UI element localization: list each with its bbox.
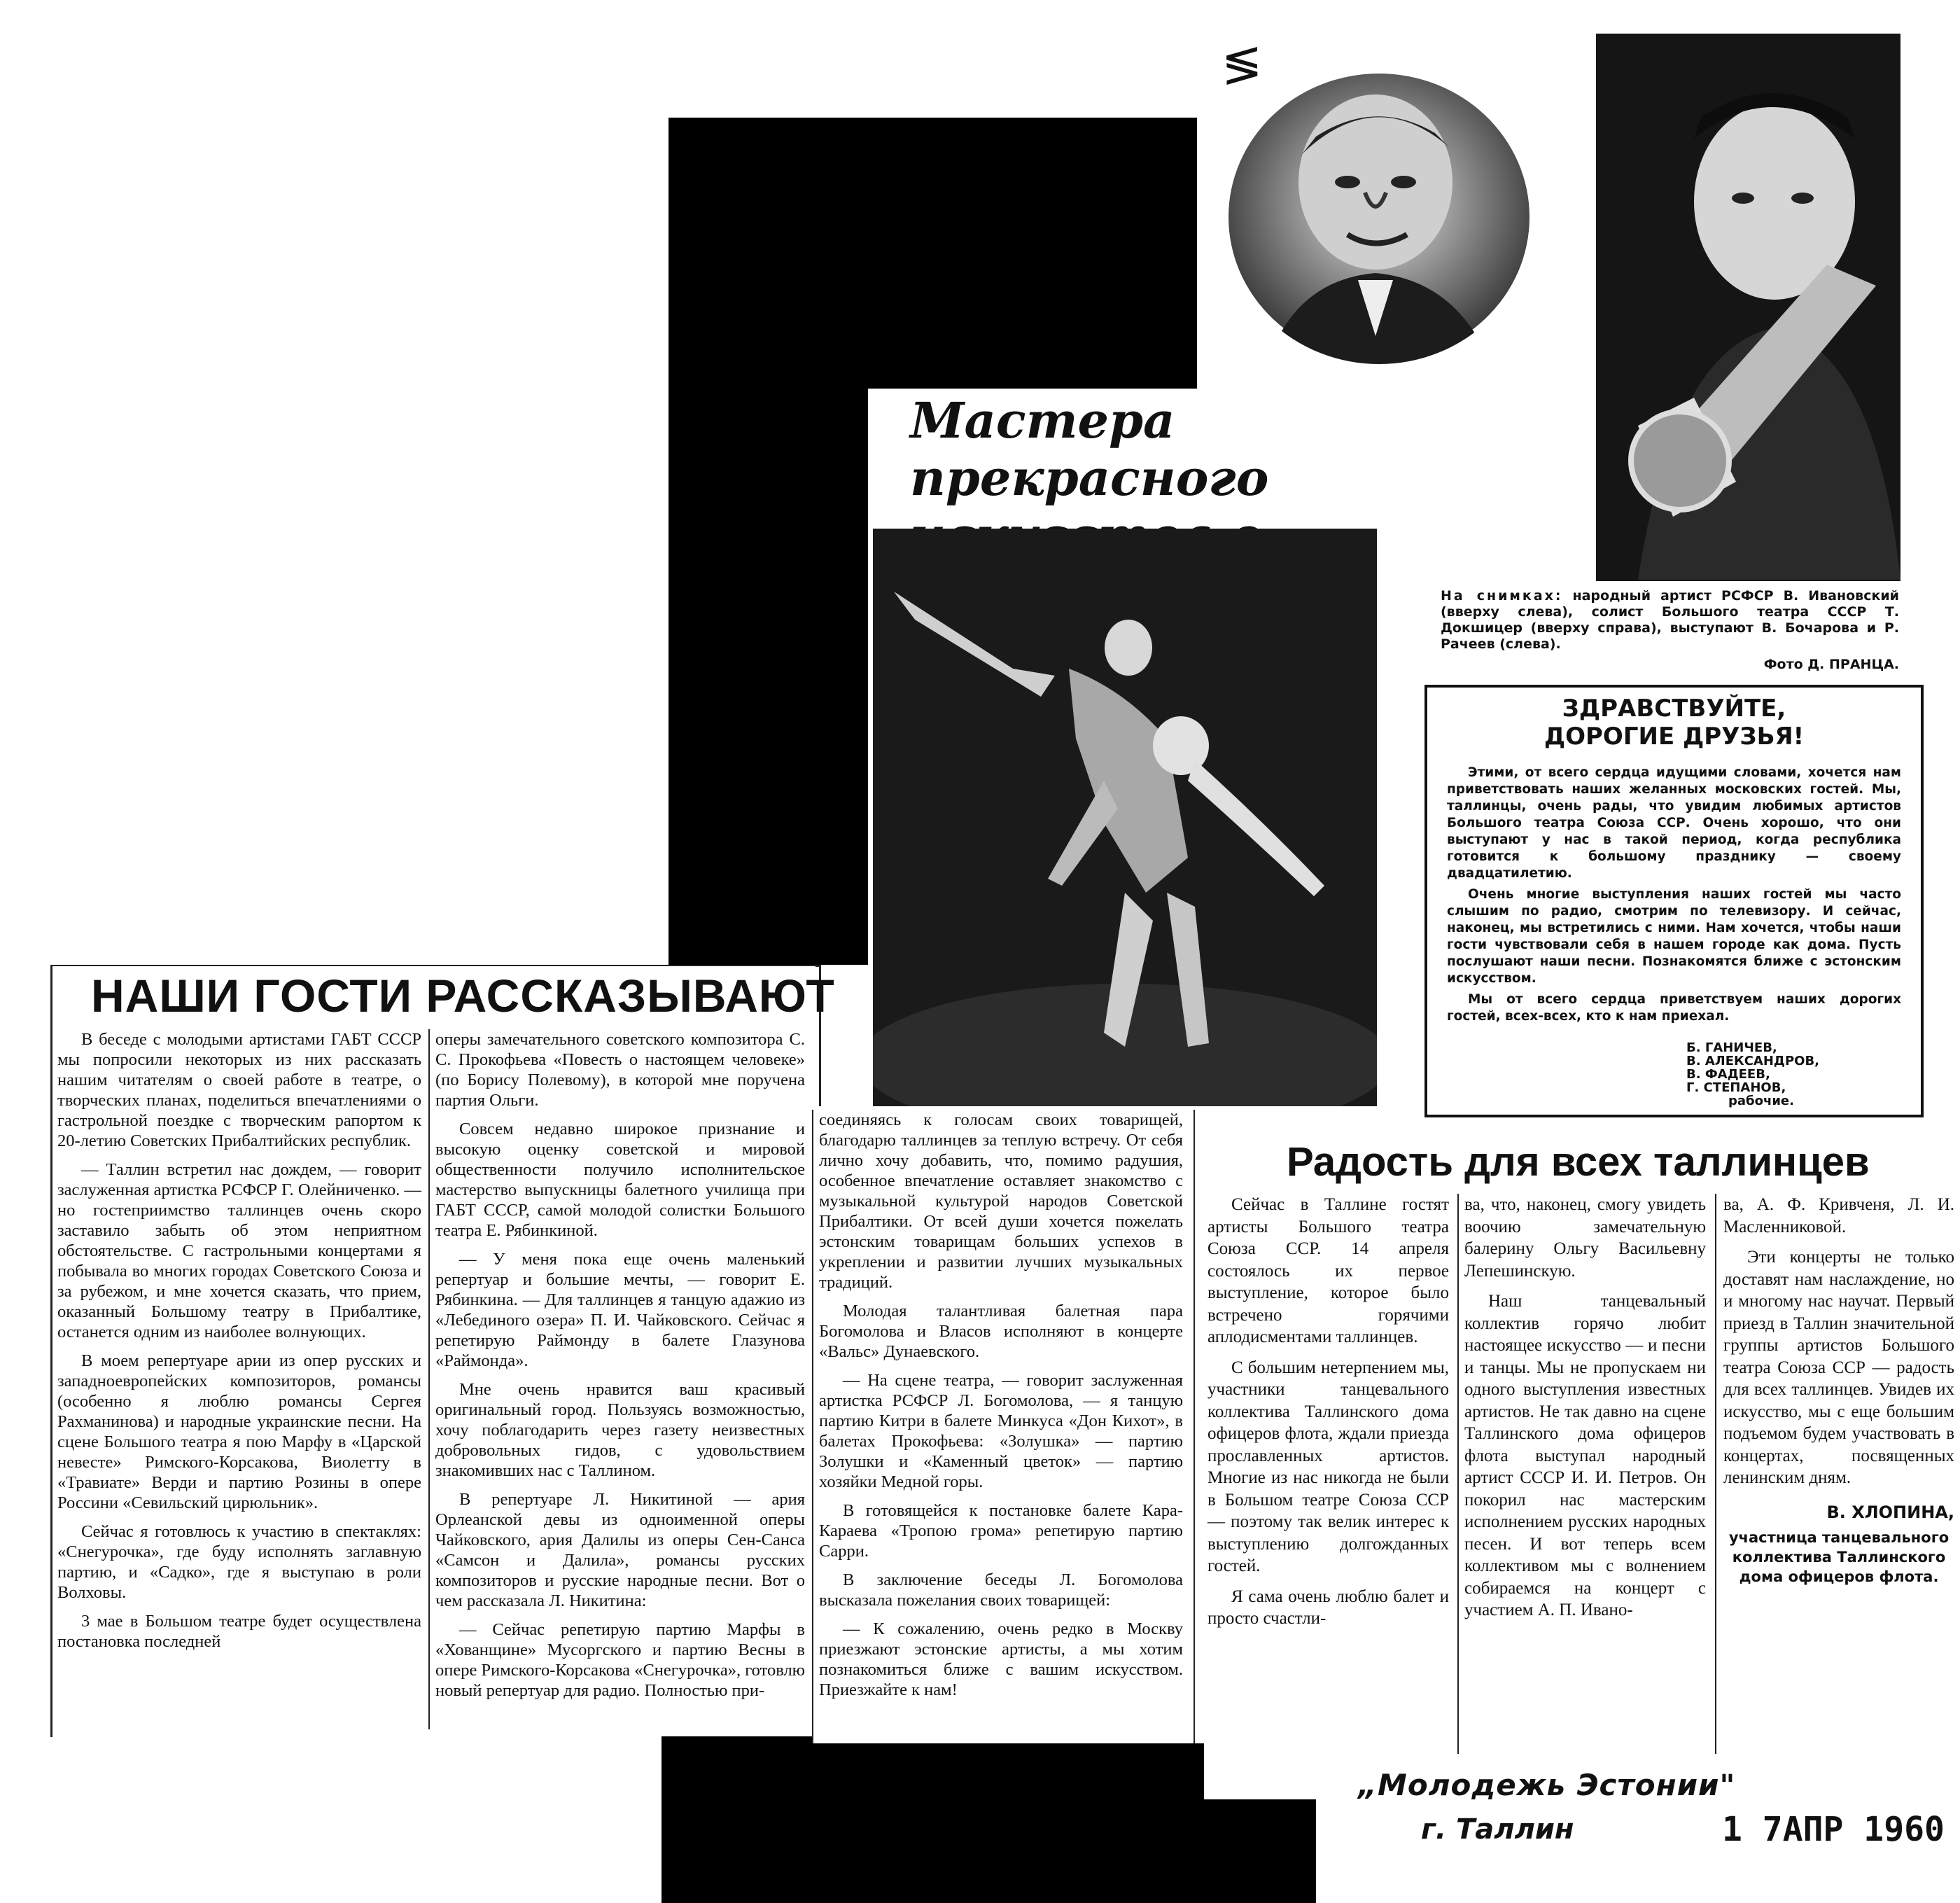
main-headline-line1: Мастера прекрасного xyxy=(910,391,1269,507)
article-paragraph: Эти концерты не только доставят нам наслаждение, но и многому нас научат. Первый приезд в Таллин значительной группы артистов Большого театра Союза ССР — радость для всех таллинцев. Увидев их искусство, мы с еще большим подъемом будем участвовать в концертах, посвященных ленинским дням. xyxy=(1723,1248,1954,1487)
greeting-title-line2: ДОРОГИЕ ДРУЗЬЯ! xyxy=(1544,723,1805,751)
trumpeter-photo xyxy=(1596,34,1900,581)
article-paragraph: В репертуаре Л. Никитиной — ария Орлеанской девы из одноименной оперы Чайковского, ария Далилы из оперы Сен-Санса «Самсон и Далила», романсы русских композиторов и русские народные песни. Вот о чем рассказала Л. Никитина: xyxy=(435,1490,805,1610)
article-paragraph: Сейчас я готовлюсь к участию в спектаклях: «Снегурочка», где буду исполнять заглавную партию, и «Садко», где я выступаю в роли Волховы. xyxy=(57,1522,421,1602)
joy-headline: Радость для всех таллинцев xyxy=(1287,1139,1870,1185)
signature-line: Г. СТЕПАНОВ, xyxy=(1686,1080,1786,1095)
ballet-photo xyxy=(873,529,1377,1106)
greeting-paragraph: Очень многие выступления наших гостей мы часто слышим по радио, смотрим по телевизору. И сейчас, наконец, мы встретились с ними. Нам хочется, чтобы наши гости чувствовали себя в нашем городе как дома. Пусть послушают наши песни. Познакомятся ближе с эстонским искусством. xyxy=(1447,887,1901,986)
photo-credit: Фото Д. ПРАНЦА. xyxy=(1763,657,1899,672)
signature-line: В. ФАДЕЕВ, xyxy=(1686,1067,1770,1082)
guests-col2 xyxy=(435,1029,805,1709)
greeting-signatures xyxy=(1686,1041,1819,1108)
article-paragraph: В готовящейся к постановке балете Кара-Караева «Тропою грома» репетирую партию Сарри. xyxy=(819,1501,1183,1561)
article-paragraph: В моем репертуаре арии из опер русских и западноевропейских композиторов, романсы (особенно я люблю романсы Сергея Рахманинова) и народные украинские песни. На сцене Большого театра я пою Марфу в «Царской невесте» Римского-Корсакова, Виолетту в «Травиате» Верди и партию Розины в опере Россини «Севильский цирюльник». xyxy=(57,1351,421,1512)
column-rule xyxy=(428,1029,430,1729)
column-rule xyxy=(1194,1110,1195,1743)
article-paragraph: — У меня пока еще очень маленький репертуар и большие мечты, — говорит Е. Рябинкина. — Для таллинцев я танцую адажио из «Лебединого озера» П. И. Чайковского. Сейчас я репетирую Раймонду в балете Глазунова «Раймонда». xyxy=(435,1250,805,1370)
signature-line: рабочие. xyxy=(1728,1094,1794,1108)
joy-signature-name: В. ХЛОПИНА, xyxy=(1826,1502,1954,1522)
column-rule xyxy=(1457,1194,1459,1754)
man-portrait-image xyxy=(1225,70,1533,364)
signature-line: В. АЛЕКСАНДРОВ, xyxy=(1686,1054,1820,1068)
article-paragraph: Сейчас в Таллине гостят артисты Большого театра Союза ССР. 14 апреля состоялось их первое выступление, которое было встречено горячими аплодисментами таллинцев. xyxy=(1208,1195,1449,1346)
greeting-body xyxy=(1427,751,1921,1025)
guests-col1 xyxy=(57,1029,421,1660)
stamp-city: г. Таллин xyxy=(1421,1813,1574,1846)
stamp-newspaper-name: „Молодежь Эстонии" xyxy=(1358,1768,1736,1802)
joy-col2 xyxy=(1464,1194,1706,1630)
article-paragraph: Совсем недавно широкое признание и высокую оценку советской и мировой общественности получило исполнительское мастерство выпускницы балетного училища при ГАБТ СССР, самой молодой солистки Большого театра Е. Рябинкиной. xyxy=(435,1120,805,1240)
article-paragraph: оперы замечательного советского композитора С. С. Прокофьева «Повесть о настоящем человеке» (по Борису Полевому), в которой мне поручена партия Ольги. xyxy=(435,1030,805,1110)
portrait-round-photo xyxy=(1225,70,1533,364)
greeting-title-line1: ЗДРАВСТВУЙТЕ, xyxy=(1562,695,1786,723)
greeting-box xyxy=(1424,685,1924,1117)
guests-col3 xyxy=(819,1110,1183,1708)
article-paragraph: С большим нетерпением мы, участники танцевального коллектива Таллинского дома офицеров флота, ждали приезда прославленных артистов. Многие из нас никогда не были в Большом театре Союза ССР — поэтому так велик интерес к выступлению долгожданных гостей. xyxy=(1208,1358,1449,1575)
photo-caption-text: народный артист РСФСР В. Ивановский (вверху слева), солист Большого театра СССР Т. Докшицер (вверху справа), выступают В. Бочарова и Р. Рачеев (слева). xyxy=(1441,588,1899,652)
greeting-paragraph: Мы от всего сердца приветствуем наших дорогих гостей, всех-всех, кто к нам приехал. xyxy=(1447,992,1901,1024)
joy-col1 xyxy=(1208,1194,1449,1638)
article-paragraph: В заключение беседы Л. Богомолова высказала пожелания своих товарищей: xyxy=(819,1570,1183,1610)
joy-col3 xyxy=(1723,1194,1954,1587)
signature-line: Б. ГАНИЧЕВ, xyxy=(1686,1040,1777,1055)
greeting-title xyxy=(1427,695,1921,751)
article-paragraph: — На сцене театра, — говорит заслуженная артистка РСФСР Л. Богомолова, — я танцую партию Китри в балете Минкуса «Дон Кихот», в балетах Прокофьева: «Золушка» — партию Золушки и «Каменный цветок» — партию хозяйки Медной горы. xyxy=(819,1371,1183,1491)
guests-headline: НАШИ ГОСТИ РАССКАЗЫВАЮТ xyxy=(91,970,835,1022)
article-paragraph: Мне очень нравится ваш красивый оригинальный город. Пользуясь возможностью, хочу поблагодарить через газету неизвестных добровольных гидов, с удовольствием знакомивших нас с Таллином. xyxy=(435,1380,805,1480)
article-paragraph: Я сама очень люблю балет и просто счастли- xyxy=(1208,1587,1449,1628)
joy-signature-role: участница танцевального коллектива Таллинского дома офицеров флота. xyxy=(1728,1529,1949,1585)
photo-caption xyxy=(1441,588,1899,673)
greeting-paragraph: Этими, от всего сердца идущими словами, хочется нам приветствовать наших желанных московских гостей. Мы, таллинцы, очень рады, что увидим любимых артистов Большого театра Союза ССР. Очень хорошо, что они выступают у нас в такой период, когда республика готовится к большому празднику — своему двадцатилетию. xyxy=(1447,765,1901,881)
article-paragraph: соединяясь к голосам своих товарищей, благодарю таллинцев за теплую встречу. От себя лично хочу добавить, что, помимо радушия, особенное впечатление оставляет знакомство с музыкальной культурой народов Советской Прибалтики. От всей души хочется пожелать эстонским товарищам больших успехов в укреплении и развитии лучших музыкальных традиций. xyxy=(819,1110,1183,1292)
margin-mark: ≶ xyxy=(1222,35,1263,92)
article-paragraph: В беседе с молодыми артистами ГАБТ СССР мы попросили некоторых из них рассказать нашим читателям о своей работе в театре, о творческих планах, поделиться впечатлениями о гастрольной поездке с творческим рапортом к 20-летию Советских Прибалтийских республик. xyxy=(57,1030,421,1150)
article-paragraph: Наш танцевальный коллектив горячо любит настоящее искусство — и песни и танцы. Мы не пропускаем ни одного выступления известных артистов. Не так давно на сцене Таллинского дома офицеров флота выступал народный артист СССР И. И. Петров. Он покорил нас мастерским исполнением русских народных песен. И вот теперь всем коллективом мы с волнением собираемся на концерт с участием А. П. Ивано- xyxy=(1464,1292,1706,1619)
ballet-dancers-image xyxy=(873,529,1377,1106)
column-rule xyxy=(1715,1194,1716,1754)
trumpeter-image xyxy=(1596,34,1900,581)
article-paragraph: Молодая талантливая балетная пара Богомолова и Власов исполняют в концерте «Вальс» Дунаевского. xyxy=(819,1302,1183,1361)
article-paragraph: 3 мае в Большом театре будет осуществлена постановка последней xyxy=(57,1612,421,1651)
article-paragraph: — К сожалению, очень редко в Москву приезжают эстонские артисты, а мы хотим познакомиться ближе с вашим искусством. Приезжайте к нам! xyxy=(819,1619,1183,1699)
article-paragraph: ва, что, наконец, смогу увидеть воочию замечательную балерину Ольгу Васильевну Лепешинскую. xyxy=(1464,1195,1706,1281)
photo-caption-lead: На снимках: xyxy=(1441,588,1563,604)
article-paragraph: — Таллин встретил нас дождем, — говорит заслуженная артистка РСФСР Г. Олейниченко. — но гостеприимство таллинцев очень скоро заставило забыть об этом неприятном обстоятельстве. С гастрольными концертами я побывала во многих городах Советского Союза и за рубежом, и мне хочется сказать, что прием, оказанный Большому театру в Прибалтике, останется одним из наиболее волнующих. xyxy=(57,1160,421,1341)
stamp-date: 1 7АПР 1960 xyxy=(1722,1810,1945,1849)
article-paragraph: — Сейчас репетирую партию Марфы в «Хованщине» Мусоргского и партию Весны в опере Римского-Корсакова «Снегурочка», готовлю новый репертуар для радио. Полностью при- xyxy=(435,1620,805,1700)
newspaper-stamp xyxy=(1330,1768,1960,1894)
column-rule xyxy=(812,1110,813,1743)
article-paragraph: ва, А. Ф. Кривченя, Л. И. Масленниковой. xyxy=(1723,1195,1954,1236)
